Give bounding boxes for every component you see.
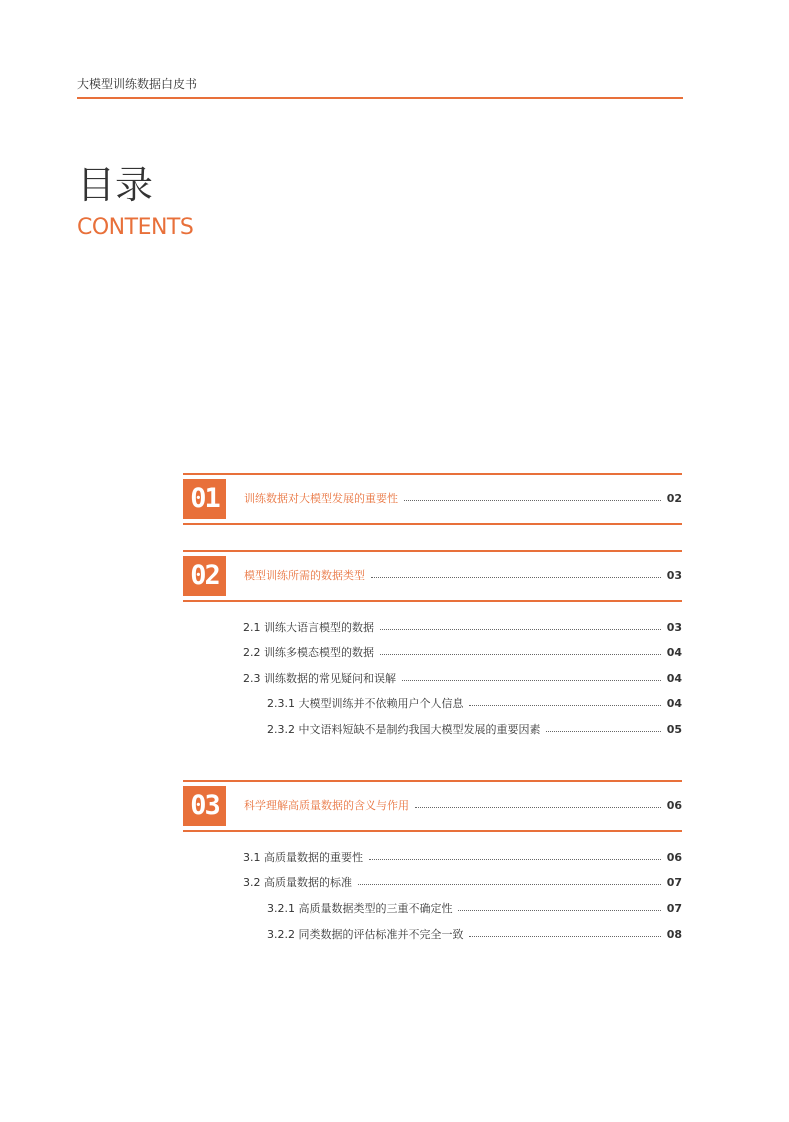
section-top-rule xyxy=(183,780,682,782)
page-subtitle: CONTENTS xyxy=(77,215,194,240)
dot-leader xyxy=(402,680,661,681)
toc-section-02 xyxy=(183,550,682,602)
toc-section-03 xyxy=(183,780,682,832)
dot-leader xyxy=(415,807,661,808)
toc-subentry[interactable] xyxy=(267,695,682,711)
page-number: 03 xyxy=(666,568,682,582)
section-heading-row[interactable] xyxy=(244,567,682,583)
toc-entry-label[interactable]: 2.1 训练大语言模型的数据 xyxy=(243,621,374,634)
page-number: 03 xyxy=(666,620,682,634)
section-heading[interactable]: 训练数据对大模型发展的重要性 xyxy=(244,492,398,505)
dot-leader xyxy=(469,936,660,937)
page-number: 04 xyxy=(666,645,682,659)
section-heading-row[interactable] xyxy=(244,490,682,506)
section-top-rule xyxy=(183,473,682,475)
page-number: 04 xyxy=(666,696,682,710)
toc-entry-label[interactable]: 2.2 训练多模态模型的数据 xyxy=(243,646,374,659)
dot-leader xyxy=(358,884,661,885)
dot-leader xyxy=(469,705,660,706)
section-number-badge: 01 xyxy=(183,479,226,519)
toc-entry-label[interactable]: 3.2.2 同类数据的评估标准并不完全一致 xyxy=(267,928,464,941)
dot-leader xyxy=(371,577,661,578)
dot-leader xyxy=(404,500,661,501)
dot-leader xyxy=(380,629,661,630)
toc-section-01 xyxy=(183,473,682,525)
page-number: 05 xyxy=(666,722,682,736)
toc-entry[interactable] xyxy=(243,670,682,686)
toc-subentry[interactable] xyxy=(267,721,682,737)
toc-entry[interactable] xyxy=(243,644,682,660)
dot-leader xyxy=(458,910,660,911)
page-number: 02 xyxy=(666,491,682,505)
toc-entry[interactable] xyxy=(243,619,682,635)
page-number: 07 xyxy=(666,875,682,889)
document-title: 大模型训练数据白皮书 xyxy=(77,77,198,91)
section-heading[interactable]: 科学理解高质量数据的含义与作用 xyxy=(244,799,409,812)
toc-entry[interactable] xyxy=(243,874,682,890)
section-number-badge: 02 xyxy=(183,556,226,596)
toc-entry-label[interactable]: 2.3.2 中文语料短缺不是制约我国大模型发展的重要因素 xyxy=(267,723,541,736)
toc-entry[interactable] xyxy=(243,849,682,865)
section-bottom-rule xyxy=(183,600,682,602)
section-heading-row[interactable] xyxy=(244,797,682,813)
page-number: 08 xyxy=(666,927,682,941)
dot-leader xyxy=(369,859,661,860)
section-heading[interactable]: 模型训练所需的数据类型 xyxy=(244,569,365,582)
dot-leader xyxy=(380,654,661,655)
page-title: 目录 xyxy=(77,163,154,207)
page-number: 06 xyxy=(666,850,682,864)
toc-entry-label[interactable]: 3.2.1 高质量数据类型的三重不确定性 xyxy=(267,902,453,915)
page-number: 06 xyxy=(666,798,682,812)
toc-entry-label[interactable]: 2.3.1 大模型训练并不依赖用户个人信息 xyxy=(267,697,464,710)
section-top-rule xyxy=(183,550,682,552)
toc-entry-label[interactable]: 3.1 高质量数据的重要性 xyxy=(243,851,363,864)
section-bottom-rule xyxy=(183,830,682,832)
dot-leader xyxy=(546,731,660,732)
page-number: 04 xyxy=(666,671,682,685)
toc-subentry[interactable] xyxy=(267,926,682,942)
toc-entry-label[interactable]: 3.2 高质量数据的标准 xyxy=(243,876,352,889)
section-bottom-rule xyxy=(183,523,682,525)
page-number: 07 xyxy=(666,901,682,915)
toc-subentry[interactable] xyxy=(267,900,682,916)
header-divider xyxy=(77,97,683,99)
toc-entry-label[interactable]: 2.3 训练数据的常见疑问和误解 xyxy=(243,672,396,685)
section-number-badge: 03 xyxy=(183,786,226,826)
